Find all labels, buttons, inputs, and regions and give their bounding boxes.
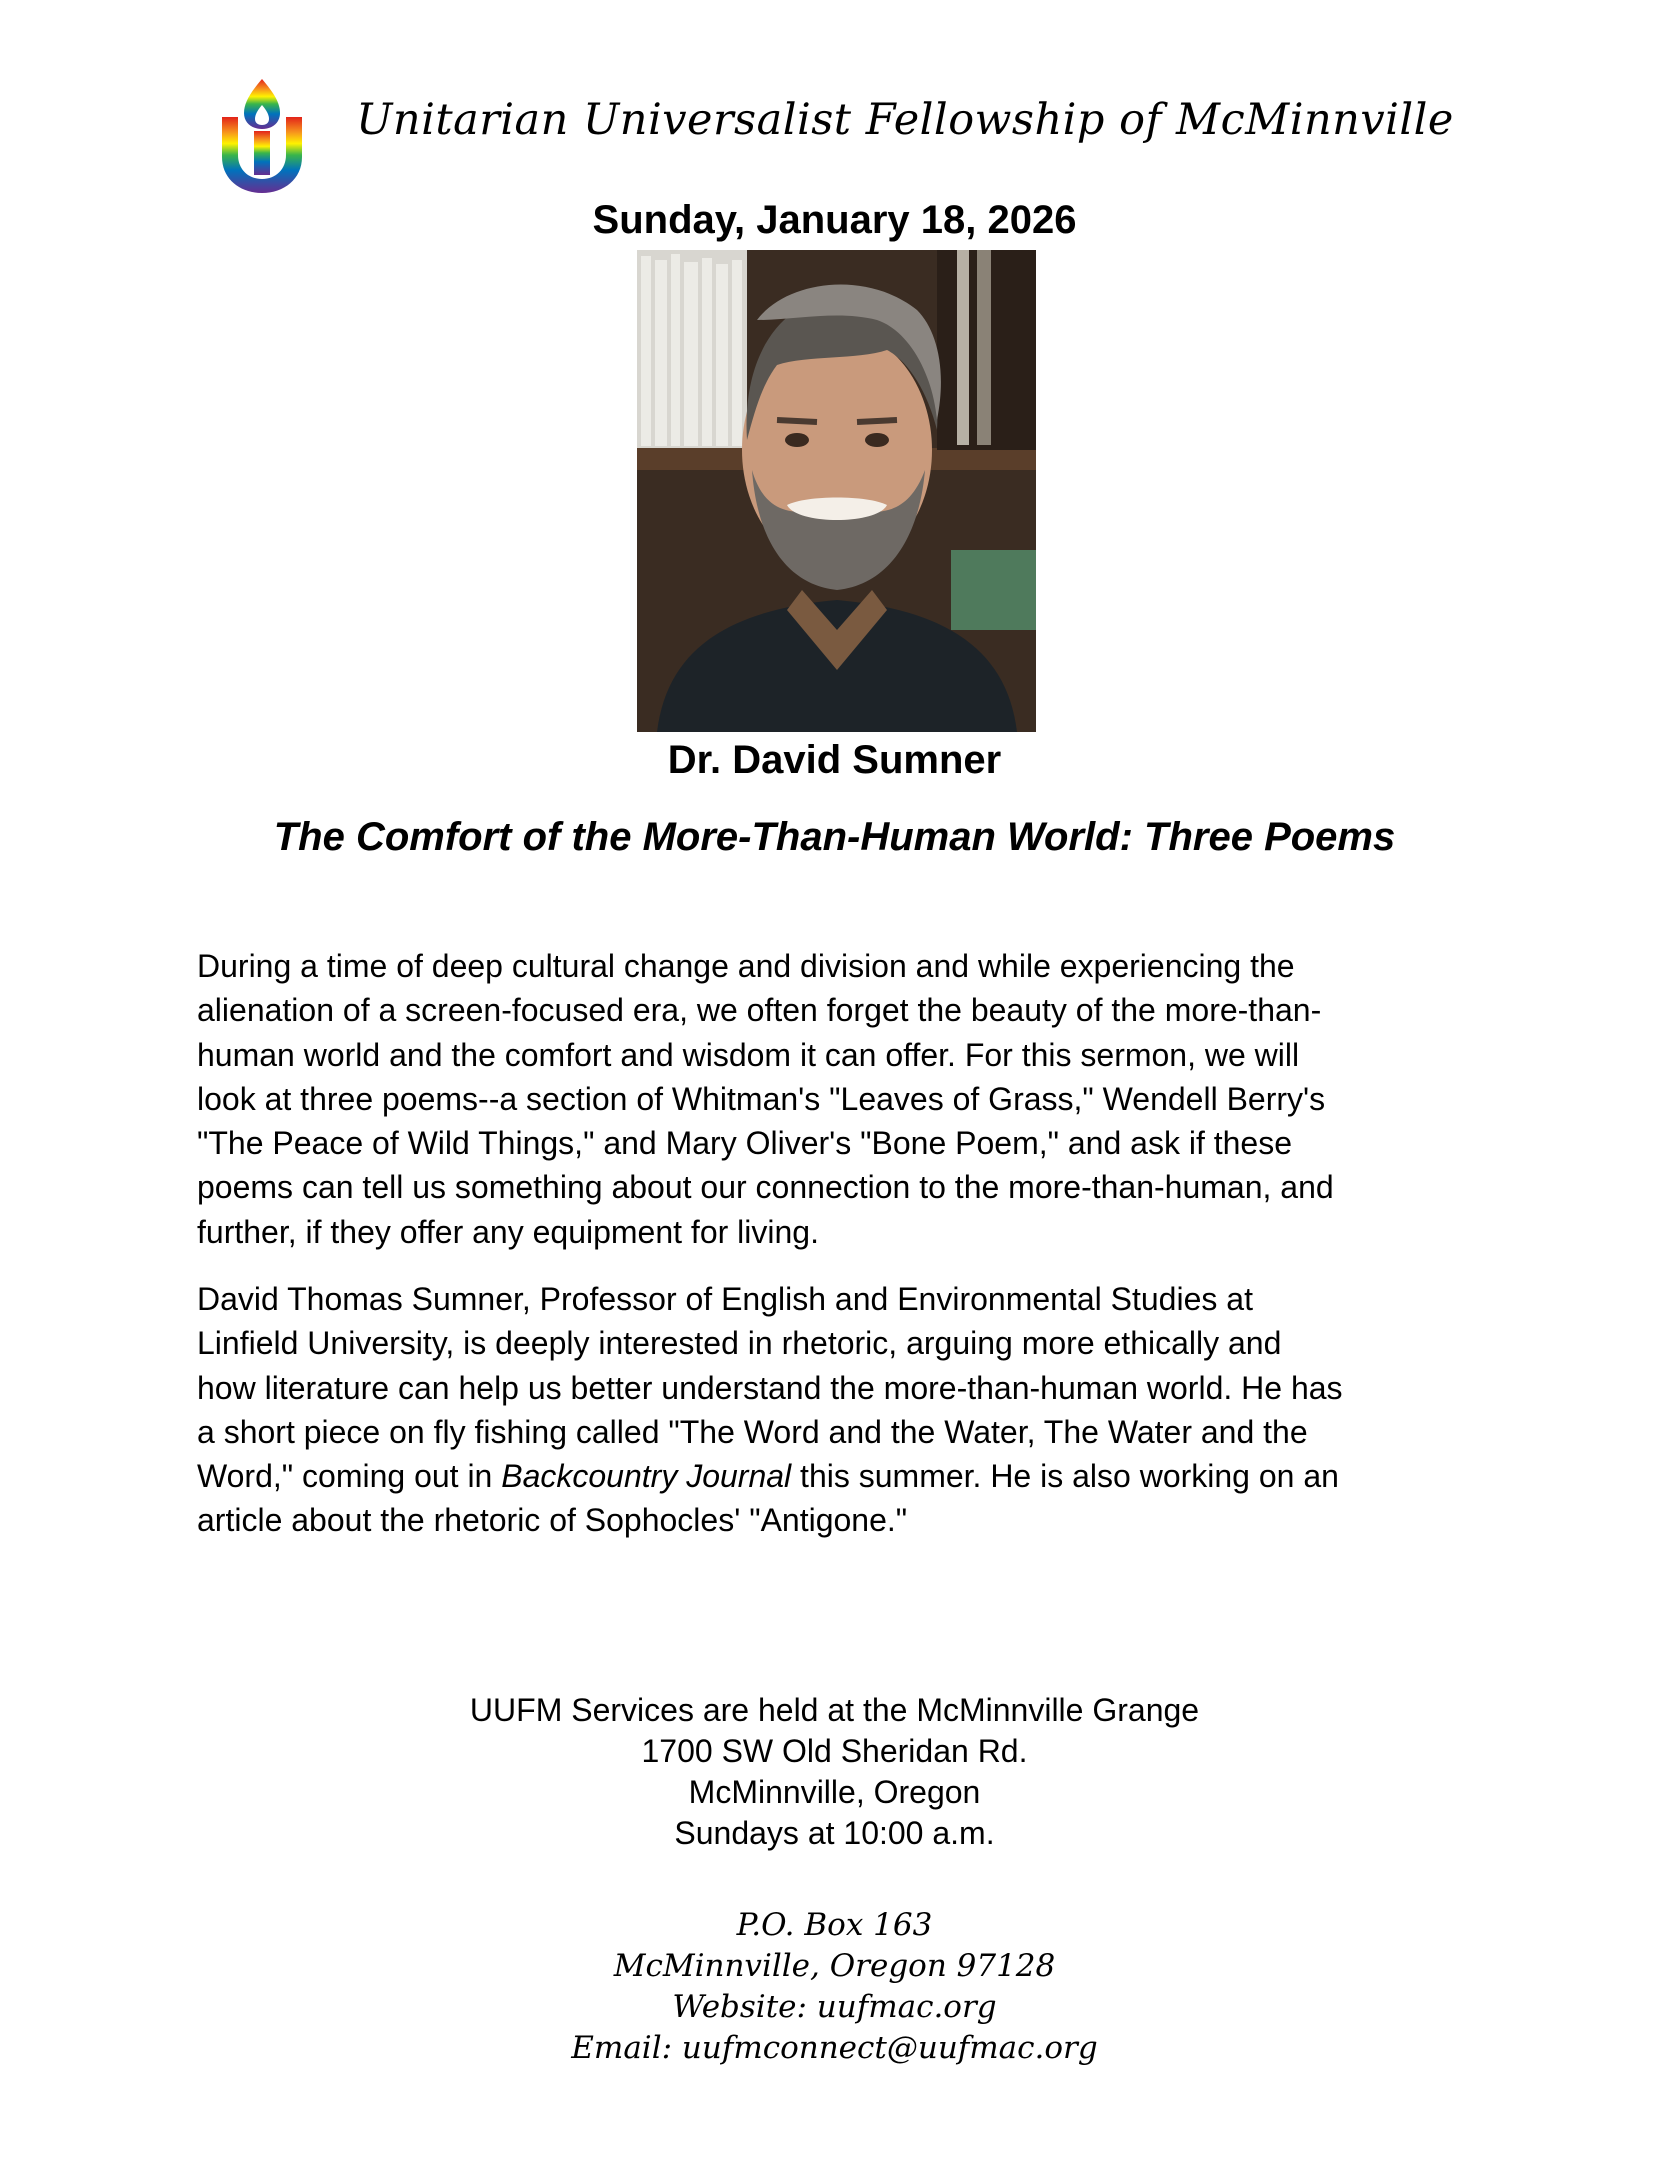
- description-line: During a time of deep cultural change and division and while experiencing the: [197, 948, 1295, 984]
- org-name: Unitarian Universalist Fellowship of McMinnville: [356, 95, 1454, 145]
- location-line: 1700 SW Old Sheridan Rd.: [641, 1733, 1028, 1769]
- description-line: alienation of a screen-focused era, we often forget the beauty of the more-than-: [197, 992, 1322, 1029]
- bio-line: David Thomas Sumner, Professor of English and Environmental Studies at: [197, 1281, 1253, 1317]
- sermon-title: The Comfort of the More-Than-Human World: Three Poems: [273, 815, 1396, 859]
- speaker-portrait: [637, 250, 1036, 732]
- description-line: "The Peace of Wild Things," and Mary Oliver's "Bone Poem," and ask if these: [197, 1125, 1293, 1162]
- speaker-name: Dr. David Sumner: [667, 738, 1002, 782]
- bio-line: [197, 1454, 1487, 1498]
- description-line: further, if they offer any equipment for living.: [197, 1213, 819, 1250]
- service-date: Sunday, January 18, 2026: [592, 198, 1077, 242]
- po-box: P.O. Box 163: [736, 1907, 933, 1943]
- location-line: UUFM Services are held at the McMinnville Grange: [469, 1692, 1200, 1728]
- bio-line: article about the rhetoric of Sophocles' "Antigone.": [197, 1502, 908, 1539]
- journal-title: Backcountry Journal: [501, 1458, 792, 1495]
- bio-line: how literature can help us better understand the more-than-human world. He has: [197, 1369, 1343, 1406]
- speaker-bio: [197, 1277, 1487, 1543]
- description-line: look at three poems--a section of Whitman's "Leaves of Grass," Wendell Berry's: [197, 1080, 1326, 1117]
- sermon-description: [197, 944, 1487, 1254]
- description-line: poems can tell us something about our connection to the more-than-human, and: [197, 1169, 1334, 1206]
- bio-line: Linfield University, is deeply interested in rhetoric, arguing more ethically and: [197, 1325, 1282, 1362]
- mailing-city: McMinnville, Oregon 97128: [613, 1948, 1056, 1984]
- contact-info: [0, 1905, 1669, 2069]
- website: Website: uufmac.org: [672, 1989, 997, 2025]
- chalice-flame-icon: [220, 77, 304, 195]
- bio-line: a short piece on fly fishing called "The Word and the Water, The Water and the: [197, 1413, 1308, 1450]
- bio-text: Word," coming out in: [197, 1458, 502, 1495]
- description-line: human world and the comfort and wisdom it can offer. For this sermon, we will: [197, 1036, 1300, 1073]
- service-location: [0, 1690, 1669, 1854]
- bio-text: this summer. He is also working on an: [791, 1458, 1339, 1495]
- email: Email: uufmconnect@uufmac.org: [571, 2030, 1098, 2066]
- location-line: McMinnville, Oregon: [688, 1774, 981, 1810]
- location-line: Sundays at 10:00 a.m.: [674, 1815, 995, 1851]
